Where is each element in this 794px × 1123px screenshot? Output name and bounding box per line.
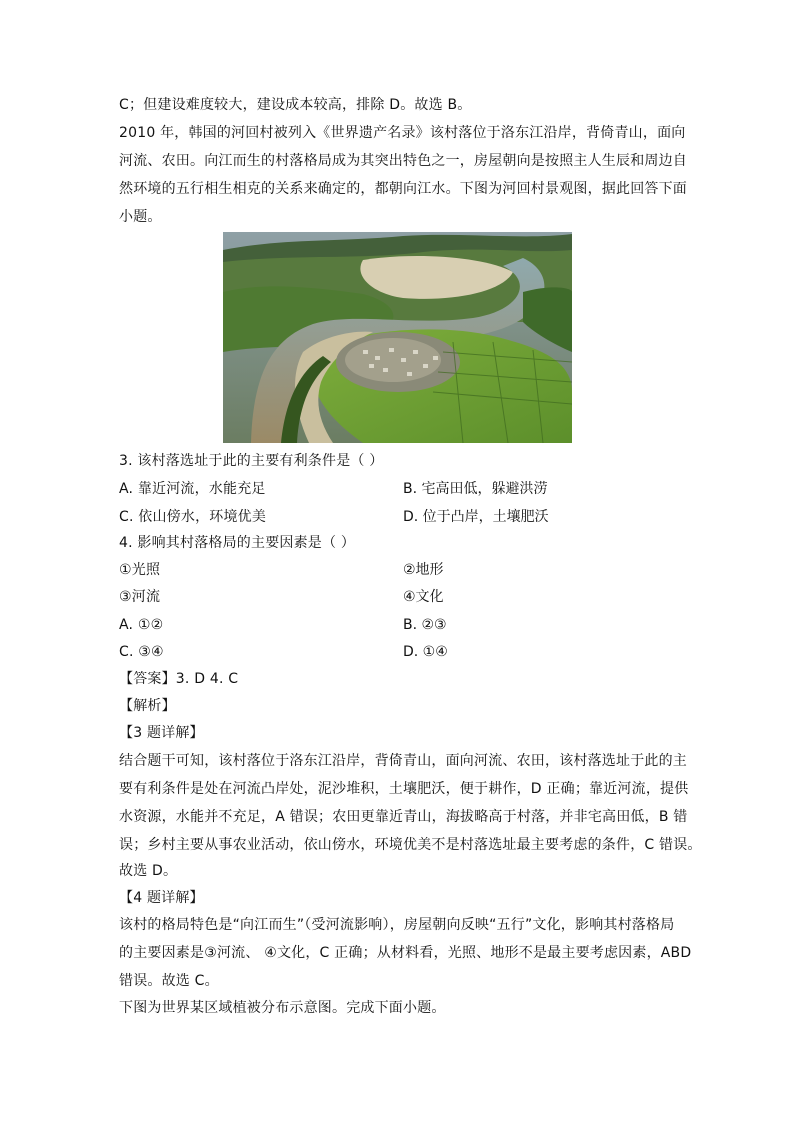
q3-option-d: D. 位于凸岸，土壤肥沃: [403, 509, 549, 525]
detail3-line-1: 结合题干可知，该村落位于洛东江沿岸，背倚青山，面向河流、农田，该村落选址于此的主: [119, 753, 687, 769]
next-question-intro: 下图为世界某区域植被分布示意图。完成下面小题。: [119, 1000, 446, 1016]
q4-factor-2: ②地形: [403, 562, 444, 578]
analysis-label: 【解析】: [119, 698, 176, 714]
q4-option-d: D. ①④: [403, 644, 448, 660]
detail4-line-1: 该村的格局特色是“向江而生”（受河流影响），房屋朝向反映“五行”文化，影响其村落格局: [119, 917, 675, 933]
q3-stem: 3. 该村落选址于此的主要有利条件是（ ）: [119, 453, 384, 469]
q4-stem: 4. 影响其村落格局的主要因素是（ ）: [119, 535, 356, 551]
detail3-label: 【3 题详解】: [119, 725, 204, 741]
q3-option-b: B. 宅高田低，躲避洪涝: [403, 481, 548, 497]
detail3-line-2: 要有利条件是处在河流凸岸处，泥沙堆积，土壤肥沃，便于耕作，D 正确；靠近河流，提供: [119, 781, 689, 797]
q4-option-a: A. ①②: [119, 617, 164, 633]
passage-line-3: 然环境的五行相生相克的关系来确定的，都朝向江水。下图为河回村景观图，据此回答下面: [119, 181, 687, 197]
intro-line: C；但建设难度较大，建设成本较高，排除 D。故选 B。: [119, 97, 472, 113]
hahoe-village-aerial-photo: [223, 232, 572, 443]
passage-line-1: 2010 年，韩国的河回村被列入《世界遗产名录》该村落位于洛东江沿岸，背倚青山，面向: [119, 125, 686, 141]
answer-line: 【答案】3. D 4. C: [119, 671, 239, 687]
detail4-label: 【4 题详解】: [119, 890, 204, 906]
detail4-line-2: 的主要因素是③河流、 ④文化，C 正确；从材料看，光照、地形不是最主要考虑因素，ABD: [119, 945, 692, 961]
q4-factor-3: ③河流: [119, 589, 161, 605]
passage-line-4: 小题。: [119, 209, 162, 225]
q4-factor-1: ①光照: [119, 562, 161, 578]
q4-option-b: B. ②③: [403, 617, 447, 633]
q3-option-a: A. 靠近河流，水能充足: [119, 481, 266, 497]
detail3-line-3: 水资源，水能并不充足，A 错误；农田更靠近青山，海拔略高于村落，并非宅高田低，B 错: [119, 809, 688, 825]
q4-factor-4: ④文化: [403, 589, 444, 605]
detail4-line-3: 错误。故选 C。: [119, 973, 219, 989]
detail3-line-4: 误；乡村主要从事农业活动，依山傍水，环境优美不是村落选址最主要考虑的条件，C 错误。: [119, 837, 702, 853]
detail3-line-5: 故选 D。: [119, 863, 178, 879]
passage-line-2: 河流、农田。向江而生的村落格局成为其突出特色之一，房屋朝向是按照主人生辰和周边自: [119, 153, 687, 169]
q3-option-c: C. 依山傍水，环境优美: [119, 509, 267, 525]
q4-option-c: C. ③④: [119, 644, 164, 660]
